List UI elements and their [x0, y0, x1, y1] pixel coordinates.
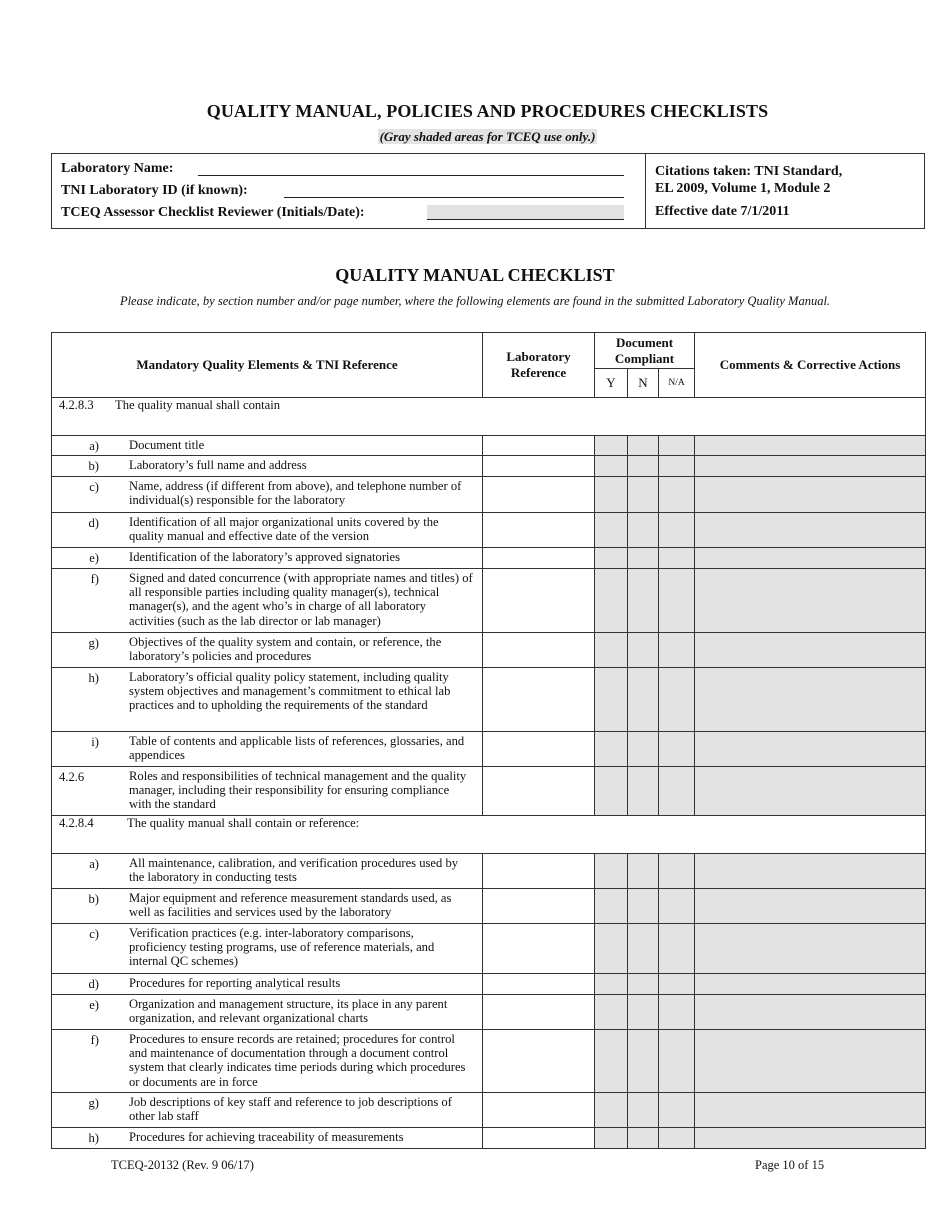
- compliant-y-cell[interactable]: [595, 633, 628, 668]
- compliant-na-cell[interactable]: [659, 513, 695, 548]
- table-row: [52, 513, 926, 548]
- table-row: [52, 924, 926, 974]
- table-row: [52, 456, 926, 477]
- section-instruction: Please indicate, by section number and/or page number, where the following elements are found in the submitted Laboratory Quality Manual.: [119, 294, 831, 308]
- section-text: The quality manual shall contain: [115, 398, 281, 412]
- element-cell: [52, 767, 483, 816]
- comments-cell[interactable]: [695, 1093, 926, 1128]
- lab-reference-cell[interactable]: [483, 1093, 595, 1128]
- header-y: Y: [595, 369, 628, 398]
- lab-reference-cell[interactable]: [483, 854, 595, 889]
- citations-line-2: EL 2009, Volume 1, Module 2: [655, 181, 831, 196]
- compliant-y-cell[interactable]: [595, 668, 628, 732]
- item-text: All maintenance, calibration, and verification procedures used by the laboratory in conducting tests: [129, 856, 459, 885]
- table-row: [52, 436, 926, 456]
- item-label: e): [89, 998, 99, 1012]
- item-label: d): [88, 516, 99, 530]
- item-text: Identification of the laboratory’s approved signatories: [129, 550, 401, 564]
- header-na: N/A: [659, 369, 695, 398]
- table-row: [52, 477, 926, 513]
- lab-reference-cell[interactable]: [483, 569, 595, 633]
- compliant-y-cell[interactable]: [595, 995, 628, 1030]
- comments-cell[interactable]: [695, 513, 926, 548]
- page-subtitle: [0, 129, 950, 145]
- compliant-y-cell[interactable]: [595, 456, 628, 477]
- item-text: Major equipment and reference measurement standards used, as well as facilities and services used by the laboratory: [129, 891, 452, 920]
- table-row: [52, 889, 926, 924]
- item-text: Document title: [129, 438, 205, 452]
- item-label: f): [90, 572, 99, 586]
- compliant-y-cell[interactable]: [595, 569, 628, 633]
- compliant-y-cell[interactable]: [595, 854, 628, 889]
- item-text: Name, address (if different from above), and telephone number of individual(s) responsible for the laboratory: [129, 479, 462, 508]
- compliant-n-cell[interactable]: [628, 767, 659, 816]
- lab-reference-cell[interactable]: [483, 924, 595, 974]
- comments-cell[interactable]: [695, 732, 926, 767]
- lab-reference-cell[interactable]: [483, 548, 595, 569]
- table-row: [52, 974, 926, 995]
- compliant-y-cell[interactable]: [595, 732, 628, 767]
- lab-reference-cell[interactable]: [483, 974, 595, 995]
- item-text: Laboratory’s full name and address: [129, 458, 307, 472]
- compliant-y-cell[interactable]: [595, 1093, 628, 1128]
- item-text: Procedures to ensure records are retained; procedures for control and maintenance of documentation through a document control system that clearly indicates time periods during which procedures or documents are in force: [129, 1032, 466, 1089]
- lab-reference-cell[interactable]: [483, 668, 595, 732]
- compliant-n-cell[interactable]: [628, 477, 659, 513]
- element-cell: [52, 456, 483, 477]
- page-number: Page 10 of 15: [755, 1158, 825, 1172]
- compliant-y-cell[interactable]: [595, 1030, 628, 1093]
- compliant-na-cell[interactable]: [659, 995, 695, 1030]
- lab-reference-cell[interactable]: [483, 1128, 595, 1149]
- assessor-label: TCEQ Assessor Checklist Reviewer (Initials/Date):: [61, 205, 365, 220]
- comments-cell[interactable]: [695, 854, 926, 889]
- item-label: h): [88, 671, 99, 685]
- tni-id-label: TNI Laboratory ID (if known):: [61, 183, 248, 198]
- compliant-na-cell[interactable]: [659, 924, 695, 974]
- lab-reference-cell[interactable]: [483, 1030, 595, 1093]
- item-text: Procedures for reporting analytical results: [129, 976, 341, 990]
- lab-reference-cell[interactable]: [483, 732, 595, 767]
- compliant-y-cell[interactable]: [595, 889, 628, 924]
- compliant-n-cell[interactable]: [628, 995, 659, 1030]
- lab-reference-cell[interactable]: [483, 633, 595, 668]
- section-title: QUALITY MANUAL CHECKLIST: [335, 265, 615, 285]
- compliant-na-cell[interactable]: [659, 767, 695, 816]
- lab-reference-cell[interactable]: [483, 436, 595, 456]
- assessor-field[interactable]: [427, 205, 624, 220]
- compliant-na-cell[interactable]: [659, 854, 695, 889]
- lab-info-fields: [52, 154, 646, 228]
- compliant-y-cell[interactable]: [595, 548, 628, 569]
- section-text: The quality manual shall contain or reference:: [127, 816, 360, 830]
- item-label: b): [88, 892, 99, 906]
- table-row: [52, 995, 926, 1030]
- element-cell: [52, 548, 483, 569]
- item-label: a): [89, 439, 99, 453]
- table-row: [52, 1128, 926, 1149]
- compliant-n-cell[interactable]: [628, 633, 659, 668]
- compliant-n-cell[interactable]: [628, 513, 659, 548]
- tni-id-field[interactable]: [284, 183, 624, 198]
- item-label: f): [90, 1033, 99, 1047]
- item-label: d): [88, 977, 99, 991]
- table-row: [52, 633, 926, 668]
- compliant-na-cell[interactable]: [659, 732, 695, 767]
- compliant-na-cell[interactable]: [659, 889, 695, 924]
- page-title: QUALITY MANUAL, POLICIES AND PROCEDURES CHECKLISTS: [206, 101, 769, 121]
- compliant-y-cell[interactable]: [595, 436, 628, 456]
- compliant-n-cell[interactable]: [628, 569, 659, 633]
- compliant-n-cell[interactable]: [628, 1128, 659, 1149]
- compliant-y-cell[interactable]: [595, 974, 628, 995]
- comments-cell[interactable]: [695, 436, 926, 456]
- header-document-compliant: Document Compliant: [595, 333, 695, 369]
- lab-name-label: Laboratory Name:: [61, 161, 174, 176]
- element-cell: [52, 1030, 483, 1093]
- item-label: g): [88, 636, 99, 650]
- item-label: e): [89, 551, 99, 565]
- table-row: [52, 668, 926, 732]
- comments-cell[interactable]: [695, 477, 926, 513]
- citations-line-1: Citations taken: TNI Standard,: [655, 164, 843, 179]
- element-cell: [52, 889, 483, 924]
- item-text: Job descriptions of key staff and reference to job descriptions of other lab staff: [129, 1095, 452, 1124]
- comments-cell[interactable]: [695, 569, 926, 633]
- element-cell: [52, 974, 483, 995]
- compliant-na-cell[interactable]: [659, 569, 695, 633]
- compliant-na-cell[interactable]: [659, 668, 695, 732]
- compliant-n-cell[interactable]: [628, 854, 659, 889]
- lab-reference-cell[interactable]: [483, 513, 595, 548]
- item-text: Table of contents and applicable lists of references, glossaries, and appendices: [129, 734, 465, 763]
- compliant-na-cell[interactable]: [659, 477, 695, 513]
- item-text: Identification of all major organizational units covered by the quality manual and effective date of the version: [129, 515, 439, 544]
- item-label: c): [89, 480, 99, 494]
- compliant-n-cell[interactable]: [628, 732, 659, 767]
- compliant-n-cell[interactable]: [628, 668, 659, 732]
- element-cell: [52, 732, 483, 767]
- compliant-n-cell[interactable]: [628, 436, 659, 456]
- element-cell: [52, 513, 483, 548]
- compliant-na-cell[interactable]: [659, 1030, 695, 1093]
- element-cell: [52, 1093, 483, 1128]
- comments-cell[interactable]: [695, 548, 926, 569]
- element-cell: [52, 477, 483, 513]
- item-text: Laboratory’s official quality policy statement, including quality system objectives and management’s commitment to ethical lab practices and to upholding the requirements of the standard: [129, 670, 451, 713]
- citations-block: [655, 163, 842, 220]
- comments-cell[interactable]: [695, 456, 926, 477]
- element-cell: [52, 633, 483, 668]
- form-id: TCEQ-20132 (Rev. 9 06/17): [111, 1158, 254, 1172]
- lab-reference-cell[interactable]: [483, 456, 595, 477]
- table-row: [52, 1093, 926, 1128]
- header-n: N: [628, 369, 659, 398]
- table-row: [52, 854, 926, 889]
- header-lab-reference: Laboratory Reference: [483, 333, 595, 398]
- compliant-y-cell[interactable]: [595, 924, 628, 974]
- compliant-na-cell[interactable]: [659, 548, 695, 569]
- element-cell: [52, 668, 483, 732]
- header-comments: Comments & Corrective Actions: [695, 333, 926, 398]
- compliant-n-cell[interactable]: [628, 974, 659, 995]
- checklist-table: [51, 332, 926, 1149]
- item-text: Objectives of the quality system and contain, or reference, the laboratory’s policies and procedures: [129, 635, 442, 664]
- comments-cell[interactable]: [695, 633, 926, 668]
- element-cell: [52, 995, 483, 1030]
- section-cell: [52, 398, 926, 436]
- comments-cell[interactable]: [695, 889, 926, 924]
- element-cell: [52, 924, 483, 974]
- compliant-n-cell[interactable]: [628, 1093, 659, 1128]
- reference-number: 4.2.6: [59, 770, 85, 784]
- item-text: Verification practices (e.g. inter-laboratory comparisons, proficiency testing programs, use of reference materials, and internal QC schemes): [129, 926, 435, 969]
- compliant-n-cell[interactable]: [628, 889, 659, 924]
- compliant-na-cell[interactable]: [659, 436, 695, 456]
- lab-info-box: [51, 153, 925, 229]
- table-row: [52, 569, 926, 633]
- item-text: Organization and management structure, its place in any parent organization, and relevant organizational charts: [129, 997, 448, 1026]
- comments-cell[interactable]: [695, 974, 926, 995]
- element-cell: [52, 436, 483, 456]
- header-elements: Mandatory Quality Elements & TNI Reference: [52, 333, 483, 398]
- compliant-n-cell[interactable]: [628, 456, 659, 477]
- item-label: b): [88, 459, 99, 473]
- lab-reference-cell[interactable]: [483, 995, 595, 1030]
- element-cell: [52, 1128, 483, 1149]
- subtitle-text: (Gray shaded areas for TCEQ use only.): [379, 129, 596, 144]
- compliant-n-cell[interactable]: [628, 1030, 659, 1093]
- effective-date: Effective date 7/1/2011: [655, 204, 790, 219]
- lab-name-field[interactable]: [198, 161, 624, 176]
- item-text: Signed and dated concurrence (with appropriate names and titles) of all responsible parties including quality manager(s), technical manager(s), and the agent who’s in charge of all laboratory activities (such as the lab director or lab manager): [129, 571, 473, 628]
- compliant-y-cell[interactable]: [595, 767, 628, 816]
- comments-cell[interactable]: [695, 1030, 926, 1093]
- lab-reference-cell[interactable]: [483, 889, 595, 924]
- compliant-y-cell[interactable]: [595, 477, 628, 513]
- item-label: c): [89, 927, 99, 941]
- comments-cell[interactable]: [695, 668, 926, 732]
- item-label: a): [89, 857, 99, 871]
- compliant-na-cell[interactable]: [659, 1128, 695, 1149]
- comments-cell[interactable]: [695, 924, 926, 974]
- section-row: [52, 816, 926, 854]
- item-label: h): [88, 1131, 99, 1145]
- table-row: [52, 548, 926, 569]
- comments-cell[interactable]: [695, 1128, 926, 1149]
- compliant-n-cell[interactable]: [628, 548, 659, 569]
- comments-cell[interactable]: [695, 995, 926, 1030]
- section-cell: [52, 816, 926, 854]
- item-label: g): [88, 1096, 99, 1110]
- element-cell: [52, 854, 483, 889]
- table-row: [52, 732, 926, 767]
- lab-reference-cell[interactable]: [483, 767, 595, 816]
- item-text: Roles and responsibilities of technical management and the quality manager, including their responsibility for ensuring compliance with the standard: [129, 769, 467, 812]
- element-cell: [52, 569, 483, 633]
- lab-reference-cell[interactable]: [483, 477, 595, 513]
- table-row: [52, 1030, 926, 1093]
- table-row: [52, 767, 926, 816]
- compliant-y-cell[interactable]: [595, 513, 628, 548]
- section-number: 4.2.8.4: [59, 816, 94, 830]
- comments-cell[interactable]: [695, 767, 926, 816]
- section-number: 4.2.8.3: [59, 398, 94, 412]
- compliant-na-cell[interactable]: [659, 456, 695, 477]
- compliant-na-cell[interactable]: [659, 974, 695, 995]
- compliant-na-cell[interactable]: [659, 633, 695, 668]
- compliant-y-cell[interactable]: [595, 1128, 628, 1149]
- section-row: [52, 398, 926, 436]
- compliant-na-cell[interactable]: [659, 1093, 695, 1128]
- item-label: i): [91, 735, 99, 749]
- item-text: Procedures for achieving traceability of measurements: [129, 1130, 404, 1144]
- compliant-n-cell[interactable]: [628, 924, 659, 974]
